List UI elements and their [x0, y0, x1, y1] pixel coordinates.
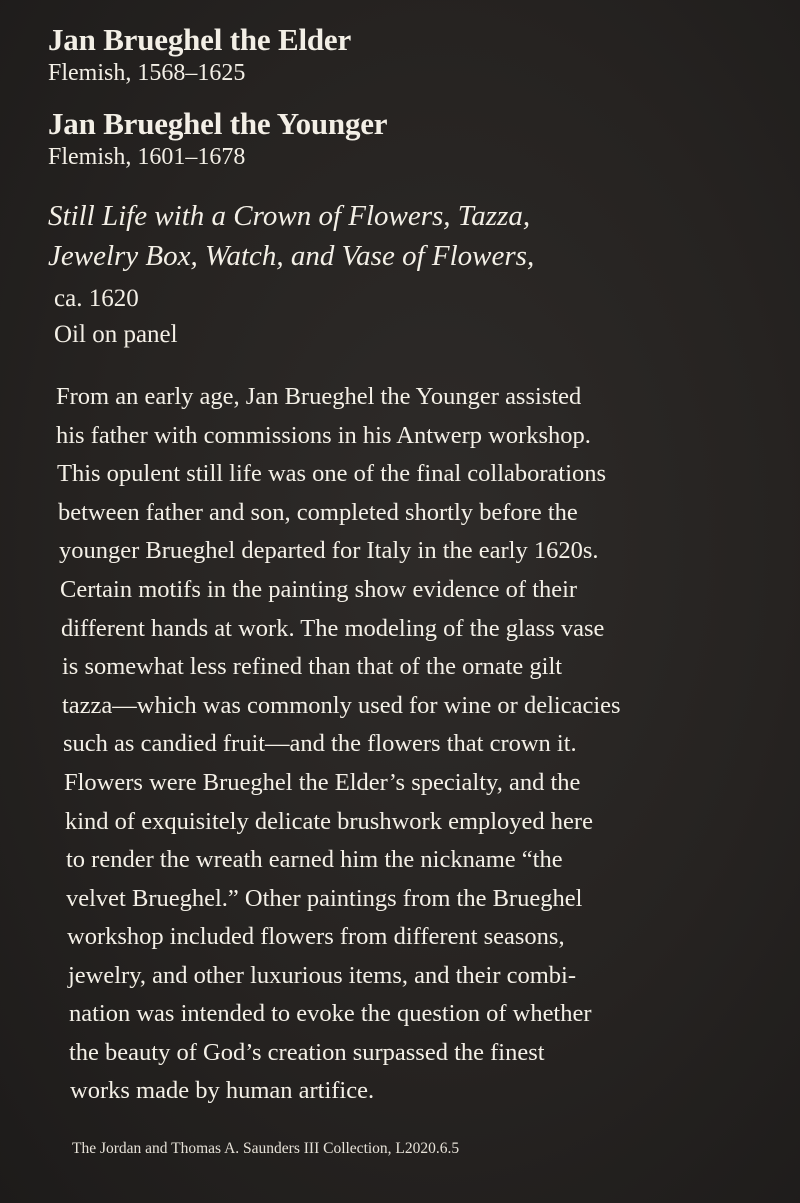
artist-name: Jan Brueghel the Elder	[48, 22, 352, 57]
artist-nationality-dates: Flemish, 1601–1678	[48, 144, 246, 170]
description-line: younger Brueghel departed for Italy in the early 1620s.	[59, 537, 599, 564]
artist-nationality-dates: Flemish, 1568–1625	[48, 60, 246, 86]
artwork-title-line: Still Life with a Crown of Flowers, Tazza,	[48, 200, 531, 232]
description-line: different hands at work. The modeling of the glass vase	[61, 615, 605, 642]
description-line: Flowers were Brueghel the Elder’s specialty, and the	[64, 769, 581, 796]
description-line: This opulent still life was one of the final collaborations	[57, 460, 607, 487]
description-line: his father with commissions in his Antwerp workshop.	[56, 422, 591, 449]
artist-name: Jan Brueghel the Younger	[48, 106, 388, 141]
artwork-title-line: Jewelry Box, Watch, and Vase of Flowers,	[48, 240, 535, 272]
description-line: between father and son, completed shortly before the	[58, 499, 578, 526]
description-line: velvet Brueghel.” Other paintings from the Brueghel	[66, 885, 583, 912]
description-line: the beauty of God’s creation surpassed the finest	[69, 1039, 545, 1066]
description-line: workshop included flowers from different seasons,	[67, 923, 565, 950]
description-line: From an early age, Jan Brueghel the Younger assisted	[56, 383, 582, 410]
description-line: Certain motifs in the painting show evidence of their	[60, 576, 578, 603]
description-line: tazza—which was commonly used for wine or delicacies	[62, 692, 621, 719]
description-line: nation was intended to evoke the question of whether	[69, 1000, 592, 1027]
credit-line: The Jordan and Thomas A. Saunders III Collection, L2020.6.5	[72, 1140, 460, 1157]
description-line: is somewhat less refined than that of the ornate gilt	[62, 653, 563, 680]
description-line: jewelry, and other luxurious items, and their combi-	[68, 962, 577, 989]
description-line: to render the wreath earned him the nickname “the	[66, 846, 563, 873]
description-line: kind of exquisitely delicate brushwork employed here	[65, 808, 593, 835]
artwork-medium: Oil on panel	[54, 321, 178, 348]
description-line: works made by human artifice.	[70, 1077, 375, 1104]
artwork-date: ca. 1620	[54, 285, 139, 312]
description-line: such as candied fruit—and the flowers that crown it.	[63, 730, 577, 757]
